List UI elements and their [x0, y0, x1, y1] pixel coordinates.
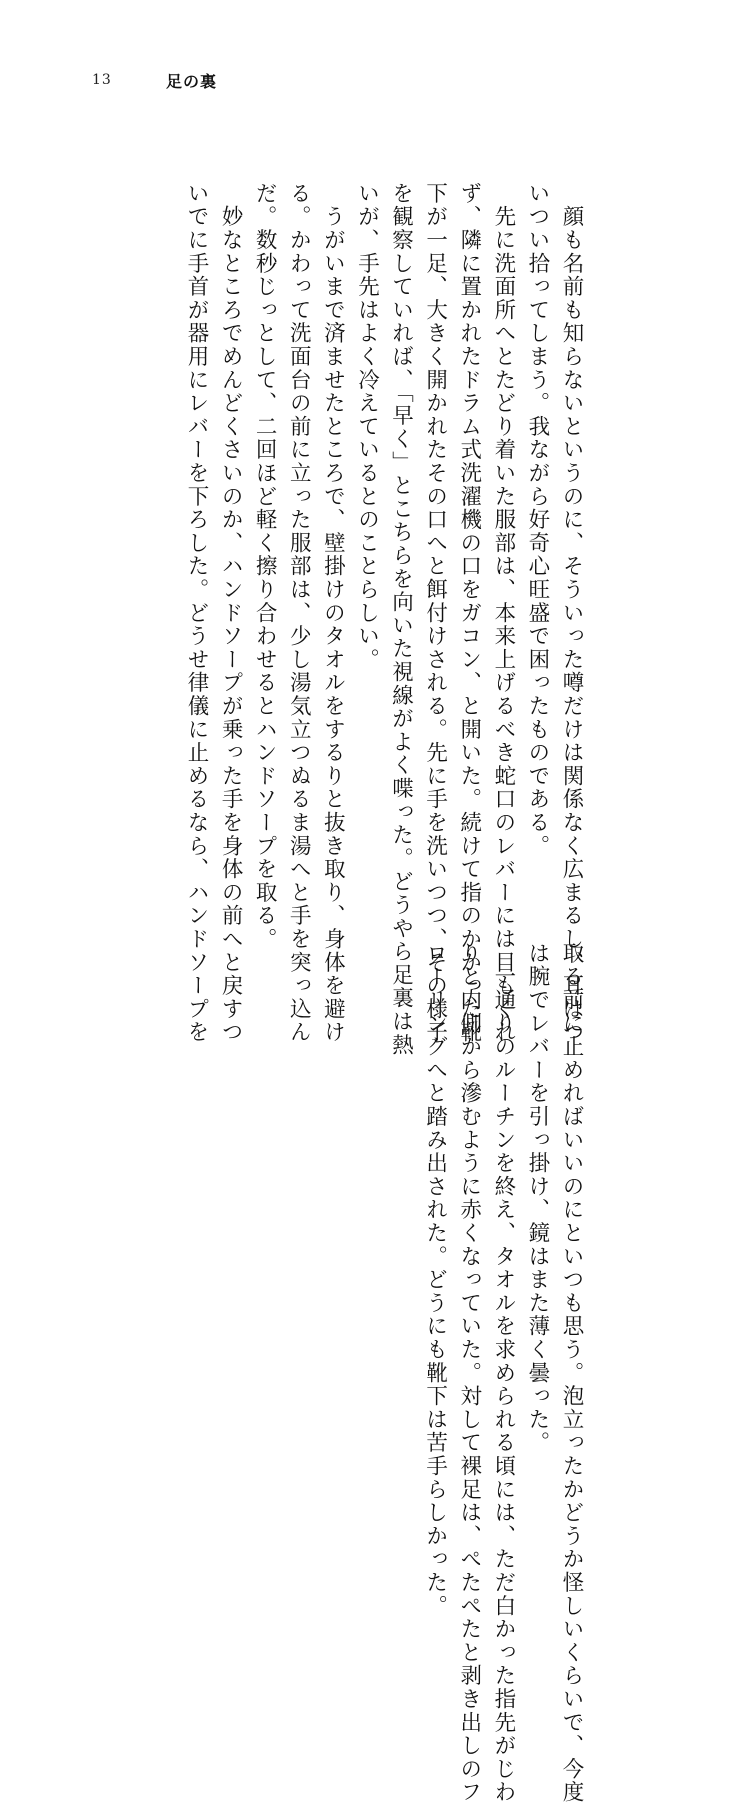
text-line: を観察していれば、「早く」とこちらを向いた視線がよく喋った。どうやら足裏は熱 [388, 182, 414, 1057]
text-line: 先に洗面所へとたどり着いた服部は、本来上げるべき蛇口のレバーには目もくれ [490, 182, 516, 1045]
vertical-text-body [152, 182, 586, 1804]
text-line: りと内側から滲むように赤くなっていた。対して裸足は、ぺたぺたと剥き出しのフ [456, 942, 482, 1804]
text-line: いでに手首が器用にレバーを下ろした。どうせ律儀に止めるなら、ハンドソープを [183, 182, 209, 1045]
text-line: 一通りのルーチンを終え、タオルを求められる頃には、ただ白かった指先がじわ [490, 942, 516, 1804]
text-line: 下が一足、大きく開かれたその口へと餌付けされる。先に手を洗いつつ、その様子 [422, 182, 448, 1045]
text-line: 取る前に止めればいいのにといつも思う。泡立ったかどうか怪しいくらいで、今度 [559, 942, 584, 1804]
chapter-title: 足の裏 [166, 71, 218, 91]
text-line: いが、手先はよく冷えているとのことらしい。 [354, 182, 380, 672]
running-head [92, 68, 217, 92]
text-line: 妙なところでめんどくさいのか、ハンドソープが乗った手を身体の前へと戻すつ [218, 182, 244, 1045]
text-line: うがいまで済ませたところで、壁掛けのタオルをするりと抜き取り、身体を避け [320, 182, 346, 1045]
text-line: だ。数秒じっとして、二回ほど軽く擦り合わせるとハンドソープを取る。 [252, 182, 278, 951]
text-line: ず、隣に置かれたドラム式洗濯機の口をガコン、と開いた。続けて指のかかった靴 [456, 182, 482, 1045]
text-line: は腕でレバーを引っ掛け、鏡はまた薄く曇った。 [524, 942, 550, 1455]
page-number: 13 [92, 72, 112, 88]
text-line: 顔も名前も知らないというのに、そういった噂だけは関係なく広まるし、耳はつ [559, 182, 584, 1045]
text-line: いつい拾ってしまう。我ながら好奇心旺盛で困ったものである。 [524, 182, 550, 858]
text-line: る。かわって洗面台の前に立った服部は、少し湯気立つぬるま湯へと手を突っ込ん [286, 182, 312, 1045]
text-line: ローリングへと踏み出された。どうにも靴下は苦手らしかった。 [422, 942, 448, 1618]
